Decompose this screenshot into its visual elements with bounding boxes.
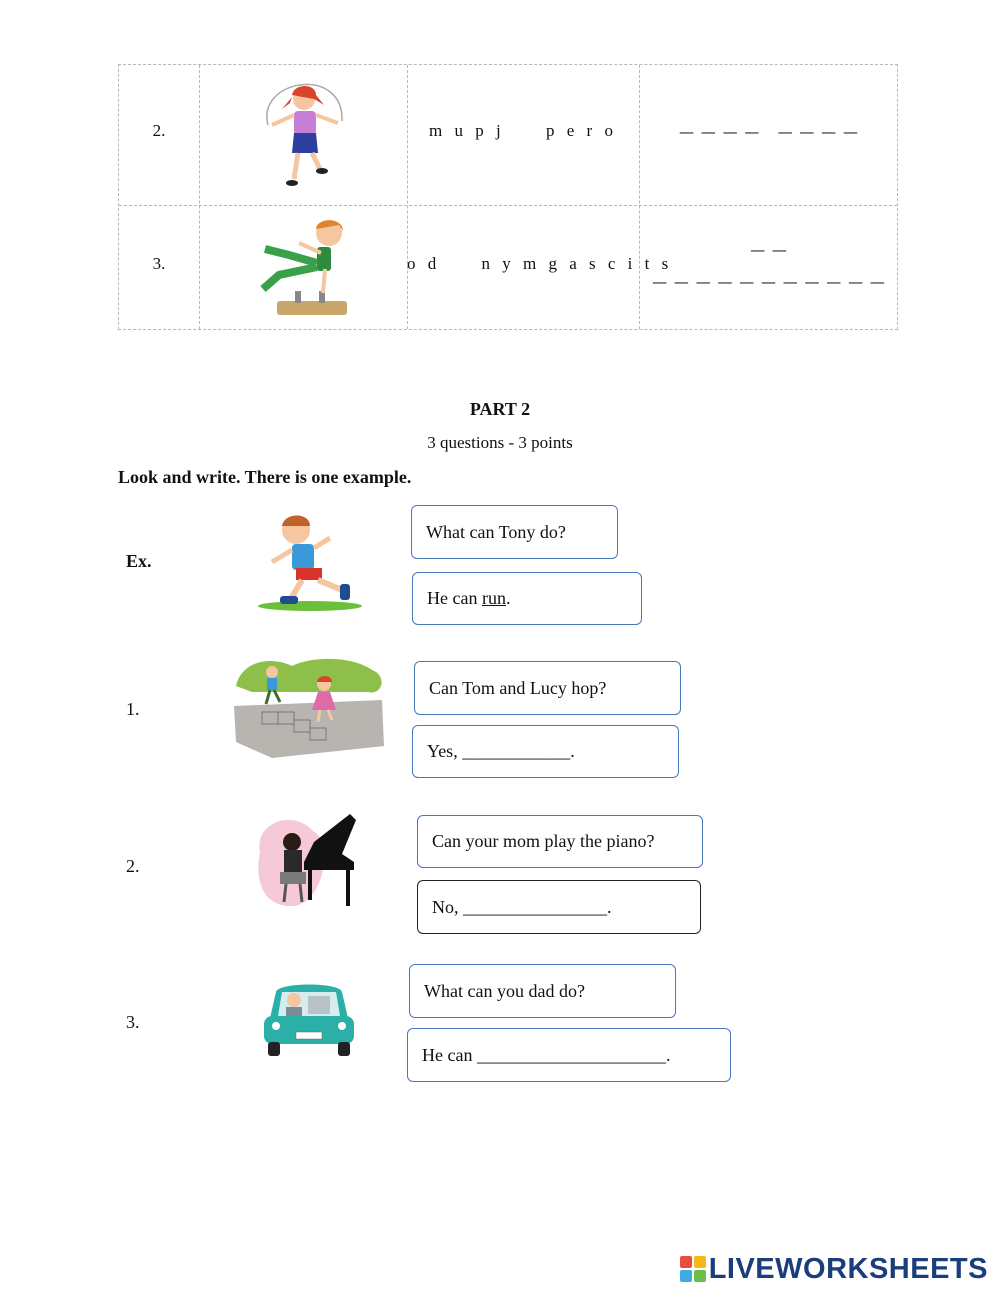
example-answer <box>427 588 510 609</box>
answer-field[interactable] <box>407 1028 731 1082</box>
scrambled-word: o d n y m g a s c i t s <box>407 254 673 273</box>
example-question-box <box>411 505 618 559</box>
word-scramble-table <box>118 64 898 330</box>
question-text: What can you dad do? <box>424 980 585 1001</box>
man-driving-car-image <box>262 980 356 1062</box>
answer-blanks-line2[interactable]: — — — — — — — — — — — <box>652 273 886 291</box>
answer-word: run <box>481 588 506 608</box>
answer-text: He can _____________________. <box>422 1044 671 1065</box>
question-number: 3. <box>126 1012 140 1032</box>
hopscotch-kids-image <box>232 656 388 760</box>
example-question: What can Tony do? <box>426 521 566 542</box>
answer-prefix: He can <box>427 588 482 608</box>
answer-blanks-line1[interactable]: — — <box>750 241 788 259</box>
question-text: Can Tom and Lucy hop? <box>429 677 607 698</box>
question-number: 1. <box>126 699 140 719</box>
scrambled-word: m u p j p e r o <box>429 121 617 140</box>
question-number: 2. <box>126 856 140 876</box>
answer-text: Yes, ____________. <box>427 741 575 761</box>
question-box <box>409 964 676 1018</box>
logo-text: LIVEWORKSHEETS <box>708 1252 988 1285</box>
answer-field[interactable] <box>417 880 701 934</box>
question-box <box>414 661 681 715</box>
row-number: 3. <box>152 254 166 273</box>
example-label: Ex. <box>126 551 152 571</box>
row-number: 2. <box>152 121 166 140</box>
table-divider <box>119 205 897 206</box>
part-title: PART 2 <box>469 399 531 419</box>
piano-player-image <box>254 812 360 912</box>
answer-blanks[interactable]: — — — — — — — — <box>679 123 859 141</box>
instructions: Look and write. There is one example. <box>118 467 412 487</box>
table-divider <box>407 65 408 329</box>
question-box <box>417 815 703 868</box>
logo-mark-icon <box>680 1256 706 1282</box>
gymnast-boy-image <box>259 213 359 321</box>
example-answer-box <box>412 572 642 625</box>
running-boy-image <box>256 510 364 614</box>
answer-field[interactable] <box>412 725 679 778</box>
table-divider <box>199 65 200 329</box>
part-subtitle: 3 questions - 3 points <box>427 433 573 452</box>
question-text: Can your mom play the piano? <box>432 831 655 851</box>
answer-suffix: . <box>505 588 511 608</box>
liveworksheets-logo <box>680 1253 988 1285</box>
answer-text: No, ________________. <box>432 896 612 917</box>
jump-rope-girl-image <box>254 69 354 195</box>
